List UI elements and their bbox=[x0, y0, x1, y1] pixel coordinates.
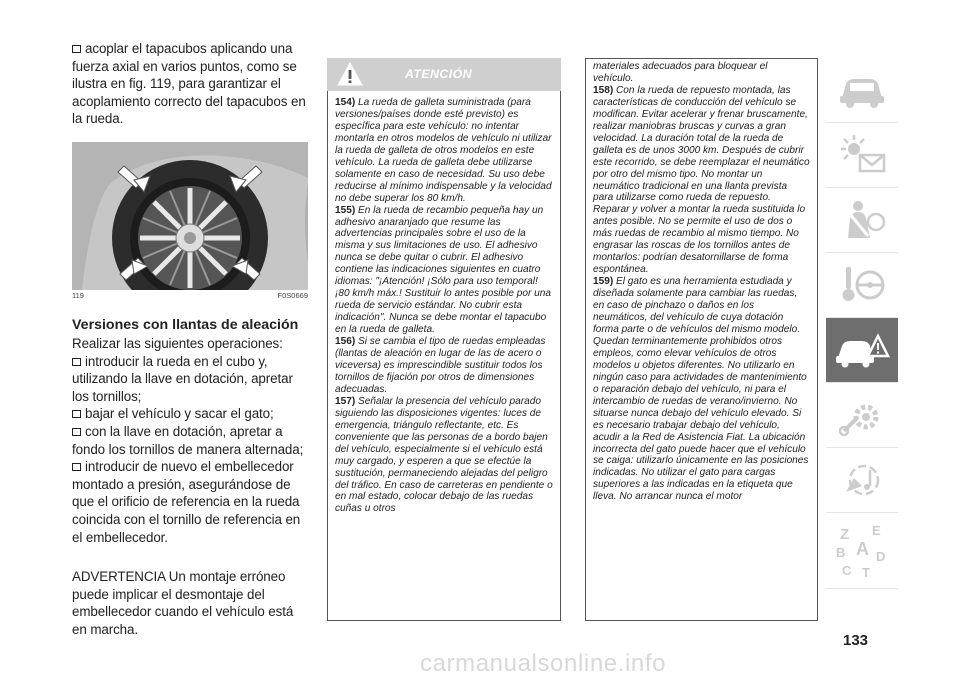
sidebar-tab-starting[interactable] bbox=[826, 253, 898, 318]
attention-column bbox=[327, 58, 561, 621]
note-154: 154) La rueda de galleta suministrada (para versiones/países donde esté previsto) es específica para este vehículo: no intentar montarla en otros modelos de vehículo ni utilizar la rueda de galleta de otros modelos en este vehículo. La rueda de galleta debe utilizarse solamente en caso de necesidad. Su uso debe reducirse al mínimo indispensable y la velocidad no debe superar los 80 km/h. bbox=[335, 97, 552, 204]
index-letter: A bbox=[856, 538, 869, 559]
notes-column bbox=[585, 58, 818, 621]
index-letter: E bbox=[872, 522, 881, 538]
figure-number: 119 bbox=[72, 290, 84, 300]
index-letter: T bbox=[862, 564, 870, 580]
note-157-continued: materiales adecuados para bloquear el vehículo. bbox=[593, 61, 768, 84]
step-item: introducir la rueda en el cubo y, utilizando la llave en dotación, apretar los tornillos; bbox=[72, 353, 293, 404]
sidebar-tab-dashboard[interactable] bbox=[826, 58, 898, 123]
sidebar-tab-index[interactable] bbox=[826, 513, 898, 589]
warning-paragraph: ADVERTENCIA Un montaje erróneo puede implicar el desmontaje del embellecedor cuando el vehículo está en marcha. bbox=[72, 569, 294, 637]
note-156: 156) Si se cambia el tipo de ruedas empleadas (llantas de aleación en lugar de las de acero o viceversa) es imprescindible sustituir todos los tornillos de fijación por otros de dimensiones adecuadas. bbox=[335, 336, 546, 395]
bullet-box-icon bbox=[72, 358, 81, 366]
sidebar-tab-emergency[interactable] bbox=[826, 318, 898, 383]
index-letter: C bbox=[842, 562, 852, 578]
intro-paragraph: acoplar el tapacubos aplicando una fuerza axial en varios puntos, como se ilustra en fig. 119, para garantizar el acoplamiento correcto del tapacubos en la rueda. bbox=[72, 41, 306, 127]
figure-caption bbox=[72, 291, 308, 300]
note-155: 155) En la rueda de recambio pequeña hay un adhesivo anaranjado que resume las advertencias principales sobre el uso de la misma y sus limitaciones de uso. El adhesivo nunca se debe quitar o cubrir. El adhesivo contiene las indicaciones siguientes en cuatro idiomas: "¡Atención! ¡Sólo para uso temporal! ¡80 km/h máx.! Sustituir lo antes posible por una rueda de servicio estándar. No cubrir esta indicación". Nunca se debe montar el tapacubo en la rueda de galleta. bbox=[335, 204, 552, 336]
section-intro: Realizar las siguientes operaciones: bbox=[72, 335, 283, 351]
hubcap-illustration bbox=[72, 142, 308, 290]
index-letter: B bbox=[836, 544, 846, 560]
section-heading: Versiones con llantas de aleación bbox=[72, 316, 299, 333]
watermark: carmanualsonline.info bbox=[420, 650, 667, 677]
warning-triangle-icon bbox=[336, 61, 364, 87]
seatbelt-airbag-icon bbox=[836, 198, 888, 242]
alphabet-index-icon bbox=[832, 521, 892, 581]
car-emergency-icon bbox=[834, 328, 890, 372]
index-letter: D bbox=[876, 548, 886, 564]
bullet-box-icon bbox=[72, 45, 81, 53]
step-item: bajar el vehículo y sacar el gato; bbox=[72, 405, 308, 423]
lights-envelope-icon bbox=[836, 133, 888, 177]
bullet-box-icon bbox=[72, 463, 81, 471]
attention-header bbox=[327, 58, 561, 91]
key-steering-wheel-icon bbox=[836, 263, 888, 307]
chapter-sidebar bbox=[826, 58, 898, 589]
left-column bbox=[72, 40, 308, 638]
note-157: 157) Señalar la presencia del vehículo parado siguiendo las disposiciones vigentes: luces de emergencia, triángulo reflectante, etc. Es conveniente que las personas de a bordo bajen del vehículo, especialmente si el vehículo está muy cargado, y esperen a que se efectúe la sustitución, permaneciendo alejadas del peligro del tráfico. En caso de carreteras en pendiente o en mal estado, colocar debajo de las ruedas cuñas u otros bbox=[335, 395, 553, 515]
bullet-box-icon bbox=[72, 428, 81, 436]
sidebar-tab-multimedia[interactable] bbox=[826, 448, 898, 513]
figure-wheel-hubcap bbox=[72, 142, 308, 290]
wrench-gear-icon bbox=[836, 393, 888, 437]
note-158: 158) Con la rueda de repuesto montada, las características de conducción del vehículo se modifican. Evitar acelerar y frenar bruscamente, realizar maniobras bruscas y curvas a gran velocidad. La duración total de la rueda de galleta es de unos 3000 km. Después de cubrir este recorrido, se debe reemplazar el neumático por otro del mismo tipo. No montar un neumático tradicional en una llanta prevista para utilizarse como rueda de repuesto. Reparar y volver a montar la rueda sustituida lo antes posible. No se permite el uso de dos o más ruedas de recambio al mismo tiempo. No engrasar las roscas de los tornillos antes de montarlos: podrían desatornillarse de forma espontánea. bbox=[593, 84, 810, 276]
sidebar-tab-lights[interactable] bbox=[826, 123, 898, 188]
step-item: introducir de nuevo el embellecedor montado a presión, asegurándose de que el orificio de referencia en la rueda coincida con el tornillo de referencia en el embellecedor. bbox=[72, 459, 301, 545]
index-letter: Z bbox=[840, 525, 850, 543]
bullet-box-icon bbox=[72, 410, 81, 418]
multimedia-music-icon bbox=[836, 458, 888, 502]
page-number: 133 bbox=[843, 632, 869, 649]
figure-code: F0S0669 bbox=[277, 290, 308, 300]
attention-notes bbox=[327, 91, 561, 621]
car-dashboard-icon bbox=[836, 70, 888, 110]
step-item: con la llave en dotación, apretar a fondo los tornillos de manera alternada; bbox=[72, 423, 304, 457]
sidebar-tab-safety[interactable] bbox=[826, 188, 898, 253]
note-159: 159) El gato es una herramienta estudiada y diseñada solamente para cambiar las ruedas, en caso de pinchazo o daños en los neumáticos, del vehículo de cuya dotación forma parte o de vehículos del mismo modelo. Quedan terminantemente prohibidos otros empleos, como elevar vehículos de otros modelos u objetos diferentes. No utilizarlo en ningún caso para actividades de mantenimiento o reparación debajo del vehículo, ni para el intercambio de ruedas de verano/invierno. No situarse nunca debajo del vehículo elevado. Si es necesario trabajar debajo del vehículo, acudir a la Red de Asistencia Fiat. La ubicación incorrecta del gato puede hacer que el vehículo se caiga: utilizarlo únicamente en las posiciones indicadas. No utilizar el gato para cargas superiores a las indicadas en la etiqueta que lleva. No arrancar nunca el motor bbox=[593, 276, 809, 503]
attention-title: ATENCIÓN bbox=[405, 67, 472, 81]
sidebar-tab-maintenance[interactable] bbox=[826, 383, 898, 448]
